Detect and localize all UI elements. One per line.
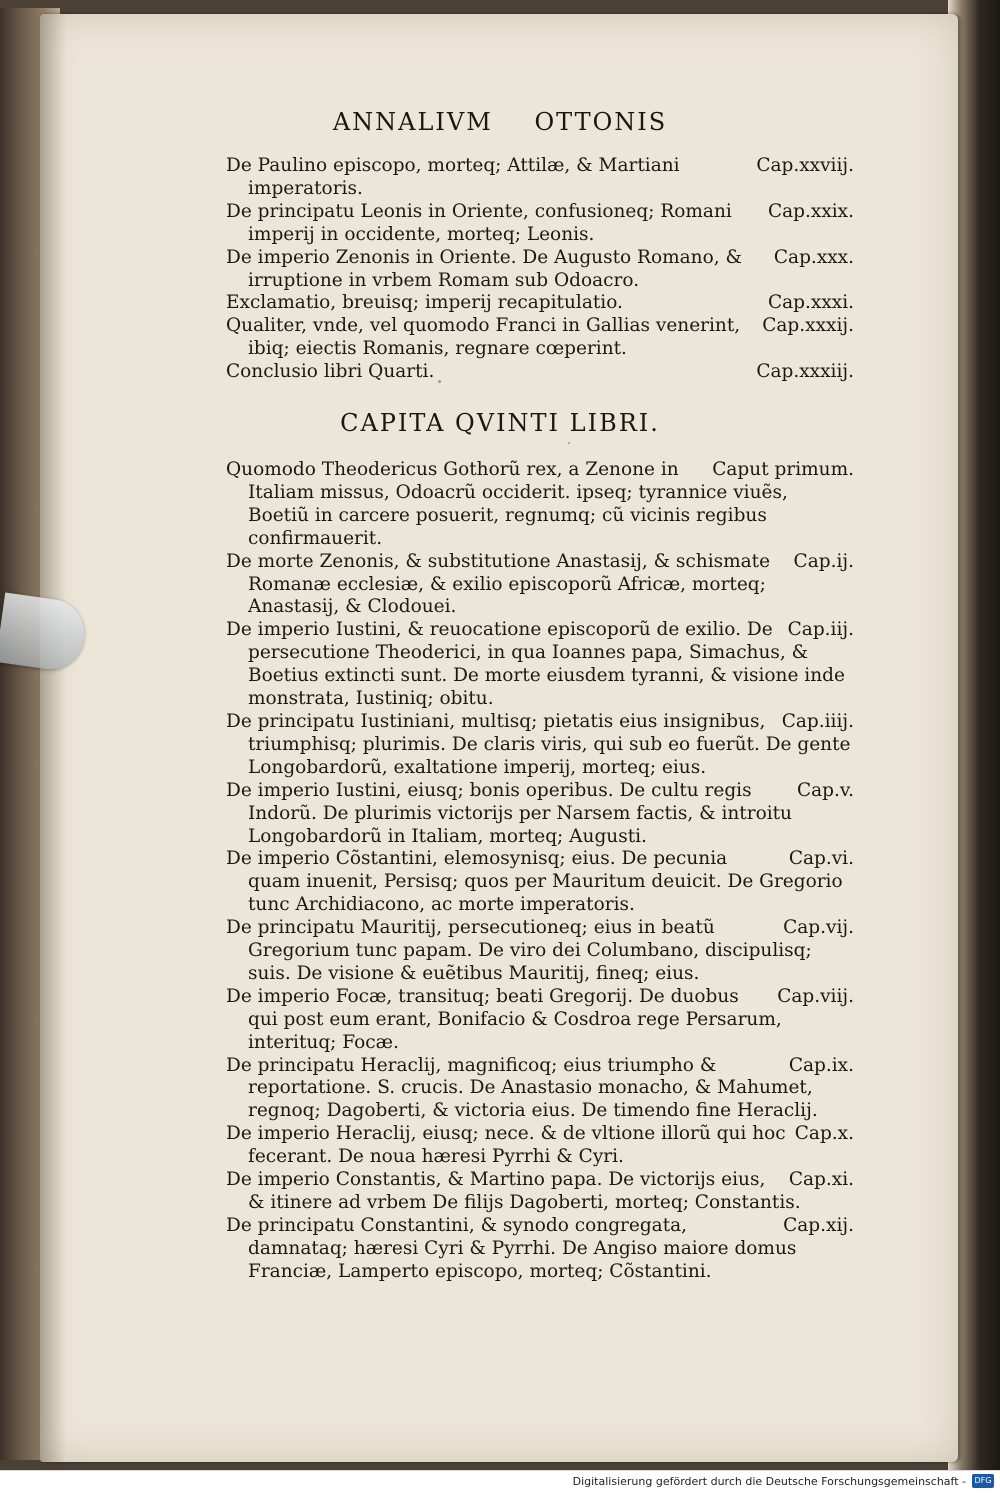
chapter-ref: Cap.xxix. (767, 200, 854, 222)
toc-entry (226, 986, 854, 1055)
chapter-ref: Cap.xxxi. (767, 292, 854, 314)
toc-book-five (226, 459, 854, 1284)
entry-text: De principatu Iustiniani, multisq; pietatis eius insignibus, triumphisq; plurimis. De claris viris, qui sub eo fuerũt. De gente Longobardorũ, exaltatione imperij, morteq; eius. (226, 710, 851, 778)
digitization-footer (0, 1470, 1000, 1493)
dfg-logo-icon: DFG (972, 1474, 994, 1488)
toc-entry (226, 361, 854, 384)
entry-text: De imperio Heraclij, eiusq; nece. & de vltione illorũ qui hoc fecerant. De noua hæresi Pyrrhi & Cyri. (226, 1123, 786, 1168)
chapter-ref: Caput primum. (712, 459, 854, 480)
section-title: CAPITA QVINTI LIBRI. (340, 409, 660, 437)
toc-entry (226, 315, 854, 361)
toc-book-four-end (226, 155, 854, 384)
paper-speck (568, 442, 570, 444)
entry-text: De imperio Iustini, & reuocatione episcoporũ de exilio. De persecutione Theoderici, in qua Ioannes papa, Simachus, & Boetius extincti sunt. De morte eiusdem tyranni, & visione inde monstrata, Iustiniq; obitu. (226, 619, 845, 710)
entry-text: Conclusio libri Quarti. (226, 361, 435, 383)
entry-text: De principatu Mauritij, persecutioneq; eius in beatũ Gregorium tunc papam. De viro dei Columbano, discipulisq; suis. De visione & euẽtibus Mauritij, fineq; eius. (226, 917, 812, 984)
toc-entry (226, 619, 854, 711)
entry-text: De principatu Heraclij, magnificoq; eius triumpho & reportatione. S. crucis. De Anastasio monacho, & Mahumet, regnoq; Dagoberti, & victoria eius. De timendo fine Heraclij. (226, 1054, 818, 1122)
toc-entry (226, 848, 854, 917)
entry-text: De principatu Constantini, & synodo congregata, damnataq; hæresi Cyri & Pyrrhi. De Angiso maiore domus Franciæ, Lamperto episcopo, morteq; Cõstantini. (226, 1214, 797, 1282)
toc-entry (226, 711, 854, 780)
chapter-ref: Cap.iiij. (781, 710, 854, 732)
entry-text: Quomodo Theodericus Gothorũ rex, a Zenone in Italiam missus, Odoacrũ occiderit. ipseq; tyrannice viuẽs, Boetiũ in carcere posuerit, regnumq; cũ vicinis regibus confirmauerit. (226, 459, 788, 549)
entry-text: De imperio Zenonis in Oriente. De Augusto Romano, & irruptione in vrbem Romam sub Odoacro. (226, 246, 742, 291)
running-head (0, 108, 1000, 136)
chapter-ref: Cap.xi. (788, 1169, 854, 1191)
toc-entry (226, 917, 854, 986)
chapter-ref: Cap.vi. (788, 848, 854, 870)
toc-entry (226, 551, 854, 620)
entry-text: Exclamatio, breuisq; imperij recapitulatio. (226, 292, 623, 314)
running-head-left: ANNALIVM (332, 108, 493, 136)
toc-entry (226, 1055, 854, 1124)
entry-text: De imperio Focæ, transituq; beati Gregorij. De duobus qui post eum erant, Bonifacio & Cosdroa rege Persarum, interituq; Focæ. (226, 985, 782, 1053)
entry-text: De principatu Leonis in Oriente, confusioneq; Romani imperij in occidente, morteq; Leonis. (226, 200, 732, 245)
chapter-ref: Cap.xxx. (773, 246, 854, 268)
chapter-ref: Cap.xij. (783, 1214, 854, 1236)
chapter-ref: Cap.ix. (788, 1054, 854, 1076)
chapter-ref: Cap.xxviij. (756, 155, 854, 176)
entry-text: De imperio Cõstantini, elemosynisq; eius. De pecunia quam inuenit, Persisq; quos per Mauritum deuicit. De Gregorio tunc Archidiacono, ac morte imperatoris. (226, 848, 843, 916)
footer-credit: Digitalisierung gefördert durch die Deutsche Forschungsgemeinschaft - (572, 1475, 966, 1488)
running-head-right: OTTONIS (534, 108, 668, 136)
toc-entry (226, 1215, 854, 1284)
toc-entry (226, 155, 854, 201)
chapter-ref: Cap.vij. (783, 917, 854, 939)
toc-entry (226, 459, 854, 551)
chapter-ref: Cap.x. (794, 1123, 854, 1145)
toc-entry (226, 1123, 854, 1169)
chapter-ref: Cap.xxxiij. (756, 361, 854, 383)
chapter-ref: Cap.xxxij. (762, 315, 854, 337)
chapter-ref: Cap.ij. (793, 550, 854, 572)
chapter-ref: Cap.viij. (777, 985, 854, 1007)
entry-text: De imperio Iustini, eiusq; bonis operibus. De cultu regis Indorũ. De plurimis victorijs per Narsem factis, & introitu Longobardorũ in Italiam, morteq; Augusti. (226, 779, 792, 847)
toc-entry (226, 780, 854, 849)
toc-entry (226, 1169, 854, 1215)
entry-text: De morte Zenonis, & substitutione Anastasij, & schismate Romanæ ecclesiæ, & exilio episcoporũ Africæ, morteq; Anastasij, & Clodouei. (226, 550, 771, 618)
toc-entry (226, 247, 854, 293)
entry-text: De Paulino episcopo, morteq; Attilæ, & Martiani imperatoris. (226, 155, 680, 199)
toc-entry (226, 201, 854, 247)
chapter-ref: Cap.v. (796, 779, 854, 801)
chapter-ref: Cap.iij. (787, 619, 854, 641)
entry-text: De imperio Constantis, & Martino papa. De victorijs eius, & itinere ad vrbem De filijs Dagoberti, morteq; Constantis. (226, 1169, 801, 1213)
entry-text: Qualiter, vnde, vel quomodo Franci in Gallias venerint, ibiq; eiectis Romanis, regnare cœperint. (226, 315, 741, 360)
gutter-shadow (40, 14, 66, 1462)
toc-entry (226, 292, 854, 315)
